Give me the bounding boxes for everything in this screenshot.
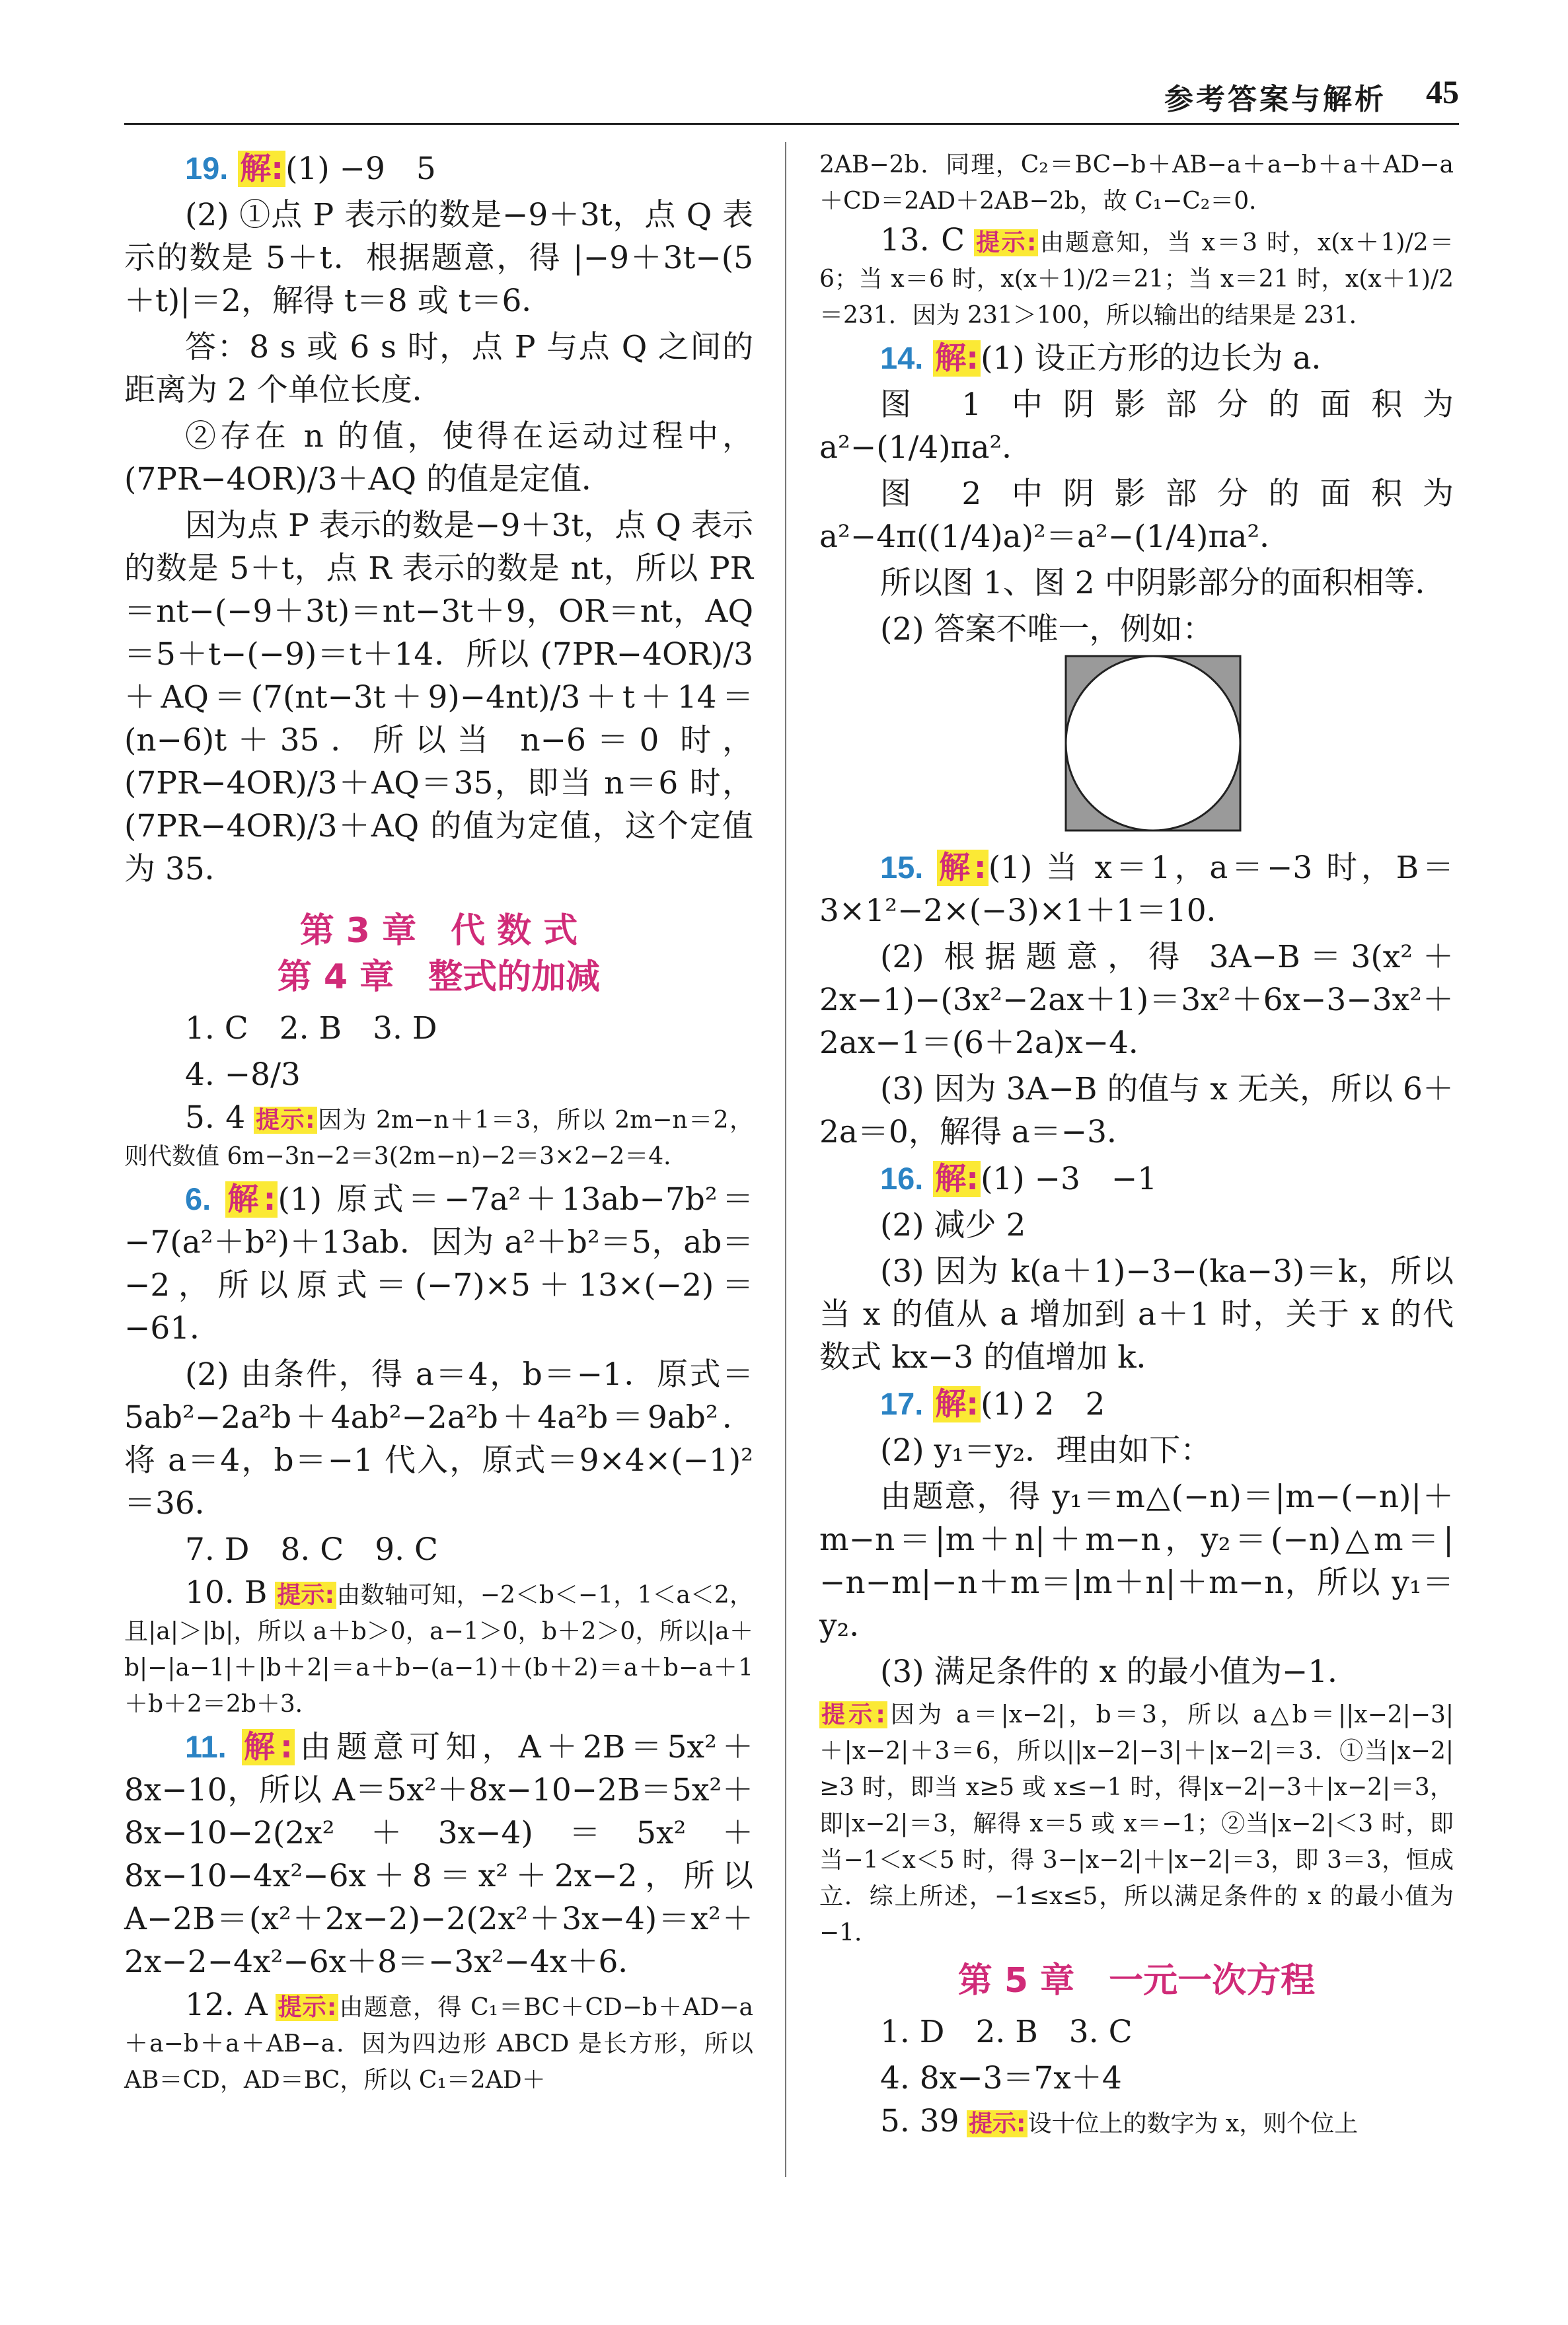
left-column [124, 147, 753, 2101]
q17-reasoning: 由题意，得 y₁＝m△(−n)＝|m−(−n)|＋m−n＝|m＋n|＋m−n，y₂＝(−n)△m＝|−n−m|−n＋m＝|m＋n|＋m−n，所以 y₁＝y₂． [819, 1479, 1454, 1644]
q16-part1: 16. 解:(1) −3 −1 [880, 1161, 1158, 1197]
q13-answer: 13. C 提示:由题意知，当 x＝3 时，x(x＋1)/2＝6；当 x＝6 时，x(x＋1)/2＝21；当 x＝21 时，x(x＋1)/2＝231．因为 231＞100，所以输出的结果是 231． [819, 222, 1454, 329]
q19-reasoning: 因为点 P 表示的数是−9＋3t，点 Q 表示的数是 5＋t，点 R 表示的数是 nt，所以 PR＝nt−(−9＋3t)＝nt−3t＋9，OR＝nt，AQ＝5＋t−(−9)＝t＋14．所以 (7PR−4OR)/3＋AQ＝(7(nt−3t＋9)−4nt)/3＋t＋14＝(n−6)t＋35．所以当 n−6＝0 时，(7PR−4OR)/3＋AQ＝35，即当 n＝6 时，(7PR−4OR)/3＋AQ 的值为定值，这个定值为 35． [124, 507, 753, 887]
q15-part2: (2) 根据题意，得 3A−B＝3(x²＋2x−1)−(3x²−2ax＋1)＝3x²＋6x−3−3x²＋2ax−1＝(6＋2a)x−4． [819, 939, 1454, 1061]
q15-part1: 15. 解:(1) 当 x＝1，a＝−3 时，B＝3×1²−2×(−3)×1＋1＝10． [819, 850, 1454, 929]
c5-q4-answer: 4. 8x−3＝7x＋4 [880, 2060, 1122, 2096]
c5-q1-3-answers: 1. D 2. B 3. C [880, 2014, 1133, 2050]
q10-answer: 10. B 提示:由数轴可知，−2＜b＜−1，1＜a＜2，且|a|＞|b|，所以 a＋b＞0，a−1＞0，b＋2＞0，所以|a＋b|−|a−1|＋|b＋2|＝a＋b−(a−1)＋(b＋2)＝a＋b−a＋1＋b＋2＝2b＋3． [124, 1574, 753, 1718]
q17-part1: 17. 解:(1) 2 2 [880, 1386, 1105, 1422]
q15-part3: (3) 因为 3A−B 的值与 x 无关，所以 6＋2a＝0，解得 a＝−3． [819, 1071, 1454, 1150]
right-column [819, 147, 1454, 2145]
q6-part1: 6. 解:(1) 原式＝−7a²＋13ab−7b²＝−7(a²＋b²)＋13ab．因为 a²＋b²＝5，ab＝−2，所以原式＝(−7)×5＋13×(−2)＝−61． [124, 1181, 753, 1347]
q14-fig2-area: 图 2 中阴影部分的面积为 a²−4π((1/4)a)²＝a²−(1/4)πa²． [819, 476, 1454, 555]
q14-part1: 14. 解:(1) 设正方形的边长为 a． [880, 340, 1343, 377]
header-rule [124, 123, 1459, 125]
chapter-5-heading: 第 5 章 一元一次方程 [957, 1961, 1316, 2001]
q1-3-answers: 1. C 2. B 3. D [185, 1010, 437, 1047]
page-number: 45 [1426, 73, 1459, 110]
column-divider [785, 142, 786, 2177]
example-figure [1064, 654, 1454, 832]
q12-answer: 12. A 提示:由题意，得 C₁＝BC＋CD−b＋AD−a＋a−b＋a＋AB−a．因为四边形 ABCD 是长方形，所以 AB＝CD，AD＝BC，所以 C₁＝2AD＋ [124, 1987, 753, 2094]
q11-answer: 11. 解:由题意可知，A＋2B＝5x²＋8x−10，所以 A＝5x²＋8x−10−2B＝5x²＋8x−10−2(2x²＋3x−4)＝5x²＋8x−10−4x²−6x＋8＝x²＋2x−2，所以 A−2B＝(x²＋2x−2)−2(2x²＋3x−4)＝x²＋2x−2−4x²−6x＋8＝−3x²−4x＋6． [124, 1729, 753, 1980]
q19-part2: (2) ①点 P 表示的数是−9＋3t，点 Q 表示的数是 5＋t．根据题意，得 |−9＋3t−(5＋t)|＝2，解得 t＝8 或 t＝6． [124, 197, 753, 319]
inscribed-circle [1066, 656, 1240, 830]
q14-part2: (2) 答案不唯一，例如： [880, 611, 1214, 647]
q12-continued: 2AB−2b．同理，C₂＝BC−b＋AB−a＋a−b＋a＋AD−a＋CD＝2AD＋2AB−2b，故 C₁−C₂＝0． [819, 151, 1454, 215]
q17-part3: (3) 满足条件的 x 的最小值为−1． [880, 1654, 1359, 1690]
q4-answer: 4. −8/3 [185, 1056, 301, 1093]
q5-answer: 5. 4 提示:因为 2m−n＋1＝3，所以 2m−n＝2，则代数值 6m−3n−2＝3(2m−n)−2＝3×2−2＝4． [124, 1099, 753, 1170]
q19-part2b: ②存在 n 的值，使得在运动过程中，(7PR−4OR)/3＋AQ 的值是定值． [124, 418, 753, 498]
running-title: 参考答案与解析 [1164, 83, 1386, 116]
square-circle-diagram [1064, 654, 1242, 832]
q14-conclusion: 所以图 1、图 2 中阴影部分的面积相等． [880, 565, 1446, 601]
q14-fig1-area: 图 1 中阴影部分的面积为 a²−(1/4)πa²． [819, 387, 1454, 466]
page-header [124, 71, 1459, 122]
q7-9-answers: 7. D 8. C 9. C [185, 1532, 438, 1568]
q17-part2: (2) y₁＝y₂．理由如下： [880, 1432, 1212, 1469]
chapter-4-heading: 第 4 章 整式的加减 [277, 957, 601, 997]
q6-part2: (2) 由条件，得 a＝4，b＝−1．原式＝5ab²−2a²b＋4ab²−2a²b＋4a²b＝9ab²．将 a＝4，b＝−1 代入，原式＝9×4×(−1)²＝36． [124, 1356, 753, 1522]
c5-q5-answer: 5. 39 提示:设十位上的数字为 x，则个位上 [880, 2103, 1359, 2139]
q16-part3: (3) 因为 k(a＋1)−3−(ka−3)＝k，所以当 x 的值从 a 增加到 a＋1 时，关于 x 的代数式 kx−3 的值增加 k． [819, 1253, 1454, 1376]
chapter-3-heading: 第 3 章 代 数 式 [299, 911, 578, 951]
q19-answer: 答：8 s 或 6 s 时，点 P 与点 Q 之间的距离为 2 个单位长度． [124, 329, 753, 408]
q16-part2: (2) 减少 2 [880, 1207, 1026, 1243]
q19-part1: 19. 解:(1) −9 5 [185, 151, 436, 187]
q17-hint: 提示:因为 a＝|x−2|，b＝3，所以 a△b＝||x−2|−3|＋|x−2|＋3＝6，所以||x−2|−3|＋|x−2|＝3．①当|x−2|≥3 时，即当 x≥5 或 x≤−1 时，得|x−2|−3＋|x−2|＝3，即|x−2|＝3，解得 x＝5 或 x＝−1；②当|x−2|＜3 时，即当−1＜x＜5 时，得 3−|x−2|＋|x−2|＝3，即 3＝3，恒成立．综上所述，−1≤x≤5，所以满足条件的 x 的最小值为−1． [819, 1701, 1454, 1946]
